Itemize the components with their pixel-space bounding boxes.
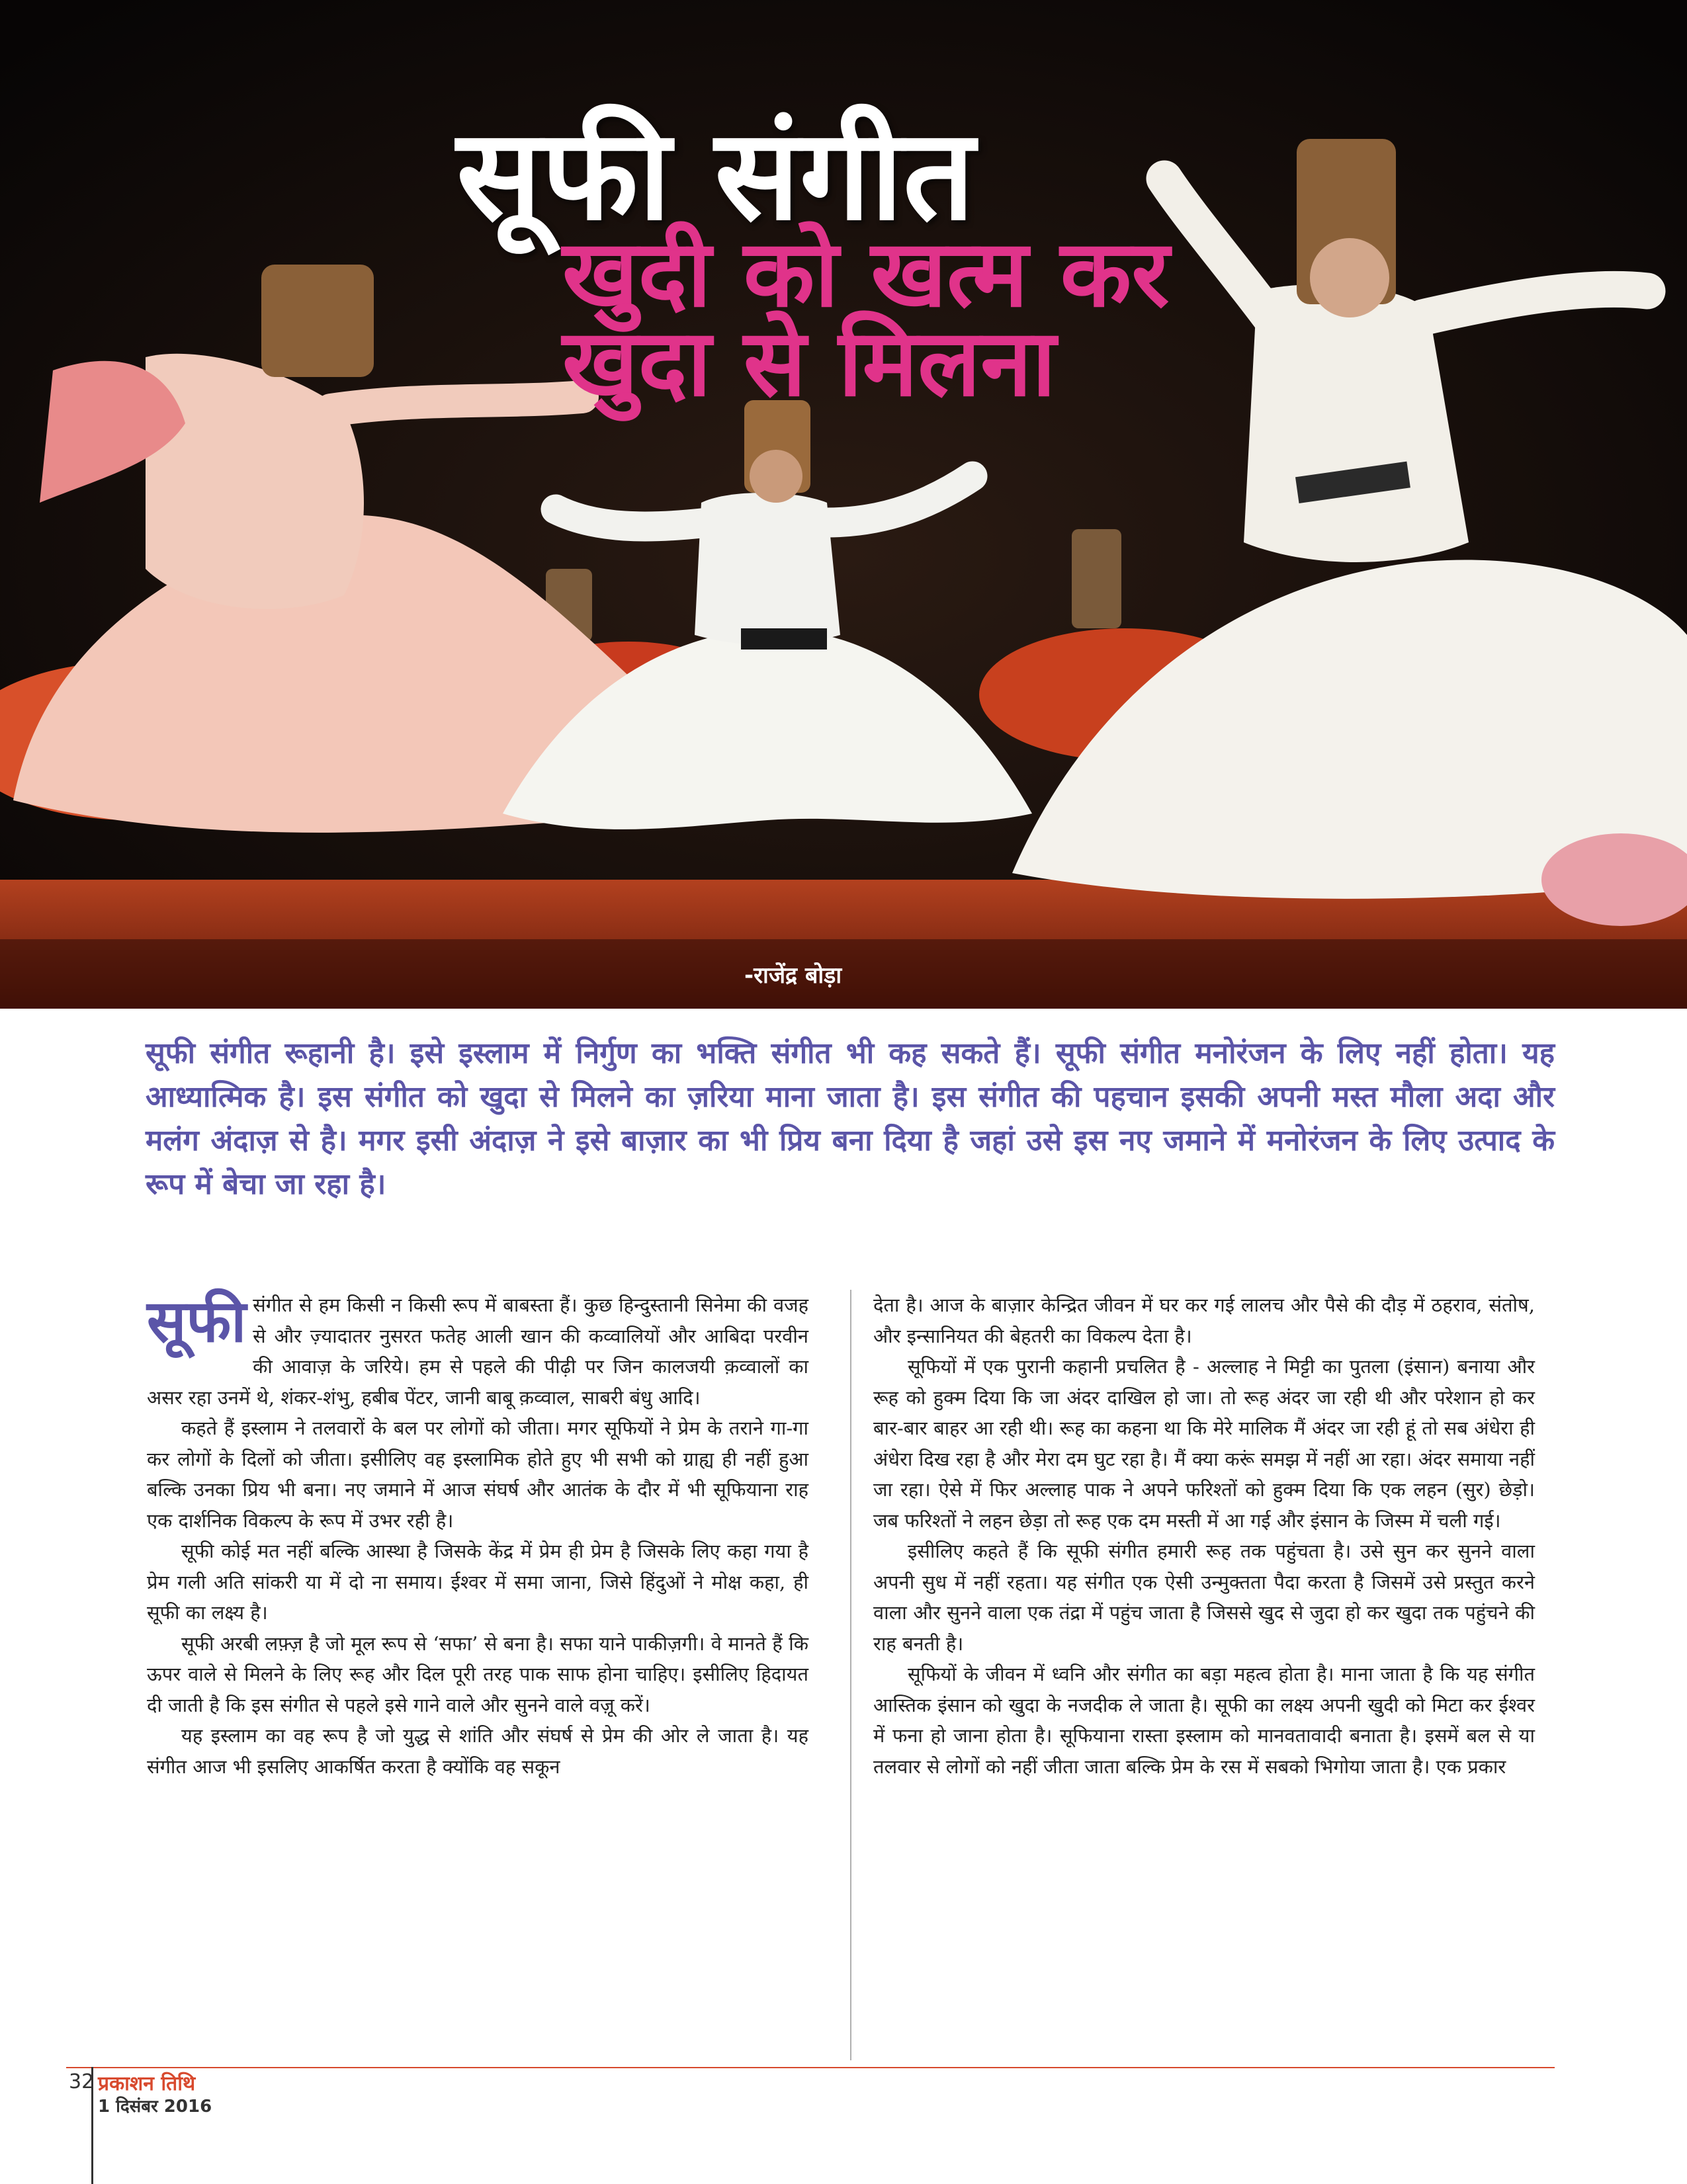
headline-subtitle-line-2: खुदा से मिलना: [562, 310, 1057, 417]
article-paragraph: सूफियों में एक पुरानी कहानी प्रचलित है - अल्लाह ने मिट्टी का पुतला (इंसान) बनाया और रूह को हुक्म दिया कि जा अंदर दाखिल हो जा। तो रूह अंदर जा रही थी और परेशान हो कर बार-बार बाहर आ रही थी। रूह का कहना था कि मेरे मालिक मैं अंदर जा रही हूं तो सब अंधेरा ही अंधेरा दिख रहा है और मेरा दम घुट रहा है। मैं क्या करूं समझ में नहीं आ रहा। अंदर समाया नहीं जा रहा। ऐसे में फिर अल्लाह पाक ने अपने फरिश्तों को हुक्म दिया कि एक लहन (सुर) छेड़ो। जब फरिश्तों ने लहन छेड़ा तो रूह एक दम मस्ती में आ गई और इंसान के जिस्म में चली गई।: [873, 1355, 1535, 1532]
article-paragraph: यह इस्लाम का वह रूप है जो युद्ध से शांति और संघर्ष से प्रेम की ओर ले जाता है। यह संगीत आज भी इसलिए आकर्षित करता है क्योंकि वह सकून: [147, 1724, 808, 1778]
headline-subtitle-line-1: खुदी को खत्म कर: [562, 220, 1170, 328]
page-number: 32: [69, 2070, 95, 2093]
paragraph-text: संगीत से हम किसी न किसी रूप में बाबस्ता हैं। कुछ हिन्दुस्तानी सिनेमा की वजह से और ज़्यादातर नुसरत फतेह आली खान की कव्वालियों और आबिदा परवीन की आवाज़ के जरिये। हम से पहले की पीढ़ी पर जिन कालजयी क़व्वालों का असर रहा उनमें थे, शंकर-शंभु, हबीब पेंटर, जानी बाबू क़व्वाल, साबरी बंधु आदि।: [147, 1294, 808, 1409]
article-paragraph: सूफी अरबी लफ़्ज़ है जो मूल रूप से ‘सफा’ से बना है। सफा याने पाकीज़गी। वे मानते हैं कि ऊपर वाले से मिलने के लिए रूह और दिल पूरी तरह पाक साफ होना चाहिए। इसीलिए हिदायत दी जाती है कि इस संगीत से पहले इसे गाने वाले और सुनने वाले वज़ू करें।: [147, 1632, 808, 1716]
article-paragraph: देता है। आज के बाज़ार केन्द्रित जीवन में घर कर गई लालच और पैसे की दौड़ में ठहराव, संतोष, और इन्सानियत की बेहतरी का विकल्प देता है।: [873, 1294, 1535, 1347]
article-paragraph: सूफी कोई मत नहीं बल्कि आस्था है जिसके केंद्र में प्रेम ही प्रेम है जिसके लिए कहा गया है प्रेम गली अति सांकरी या में दो ना समाय। ईश्वर में समा जाना, जिसे हिंदुओं ने मोक्ष कहा, ही सूफी का लक्ष्य है।: [147, 1540, 808, 1624]
article-paragraph: कहते हैं इस्लाम ने तलवारों के बल पर लोगों को जीता। मगर सूफियों ने प्रेम के तराने गा-गा कर लोगों के दिलों को जीता। इसीलिए वह इस्लामिक होते हुए भी सभी को ग्राह्य ही नहीं हुआ बल्कि उनका प्रिय भी बना। नए जमाने में आज संघर्ष और आतंक के दौर में भी सूफियाना राह एक दार्शनिक विकल्प के रूप में उभर रही है।: [147, 1417, 808, 1532]
article-paragraph: इसीलिए कहते हैं कि सूफी संगीत हमारी रूह तक पहुंचता है। उसे सुन कर सुनने वाला अपनी सुध में नहीं रहता। यह संगीत एक ऐसी उन्मुक्तता पैदा करता है जिसमें उसे प्रस्तुत करने वाला और सुनने वाला एक तंद्रा में पहुंच जाता है जिससे खुद से जुदा हो कर खुदा तक पहुंचने की राह बनती है।: [873, 1540, 1535, 1655]
author-byline: -राजेंद्र बोड़ा: [744, 962, 842, 989]
headline-title: सूफी संगीत: [456, 102, 975, 248]
publication-label: प्रकाशन तिथि: [98, 2072, 196, 2095]
column-divider: [850, 1290, 851, 2060]
publication-date: 1 दिसंबर 2016: [98, 2097, 212, 2117]
dropcap: सूफी: [147, 1287, 247, 1355]
article-column-left: [147, 1287, 808, 1782]
article-paragraph: [147, 1287, 808, 1413]
article-column-right: [873, 1290, 1535, 1782]
hero-photo: [0, 0, 1687, 1009]
article-paragraph: सूफियों के जीवन में ध्वनि और संगीत का बड़ा महत्व होता है। माना जाता है कि यह संगीत आस्तिक इंसान को खुदा के नजदीक ले जाता है। सूफी का लक्ष्य अपनी खुदी को मिटा कर ईश्वर में फना हो जाना होता है। सूफियाना रास्ता इस्लाम को मानवतावादी बनाता है। इसमें बल से या तलवार से लोगों को नहीं जीता जाता बल्कि प्रेम के रस में सबको भिगोया जाता है। एक प्रकार: [873, 1663, 1535, 1778]
footer-rule: [66, 2067, 1555, 2068]
standfirst-intro: सूफी संगीत रूहानी है। इसे इस्लाम में निर्गुण का भक्ति संगीत भी कह सकते हैं। सूफी संगीत मनोरंजन के लिए नहीं होता। यह आध्यात्मिक है। इस संगीत को खुदा से मिलने का ज़रिया माना जाता है। इस संगीत की पहचान इसकी अपनी मस्त मौला अदा और मलंग अंदाज़ से है। मगर इसी अंदाज़ ने इसे बाज़ार का भी प्रिय बना दिया है जहां उसे इस नए जमाने में मनोरंजन के लिए उत्पाद के रूप में बेचा जा रहा है।: [146, 1036, 1555, 1201]
